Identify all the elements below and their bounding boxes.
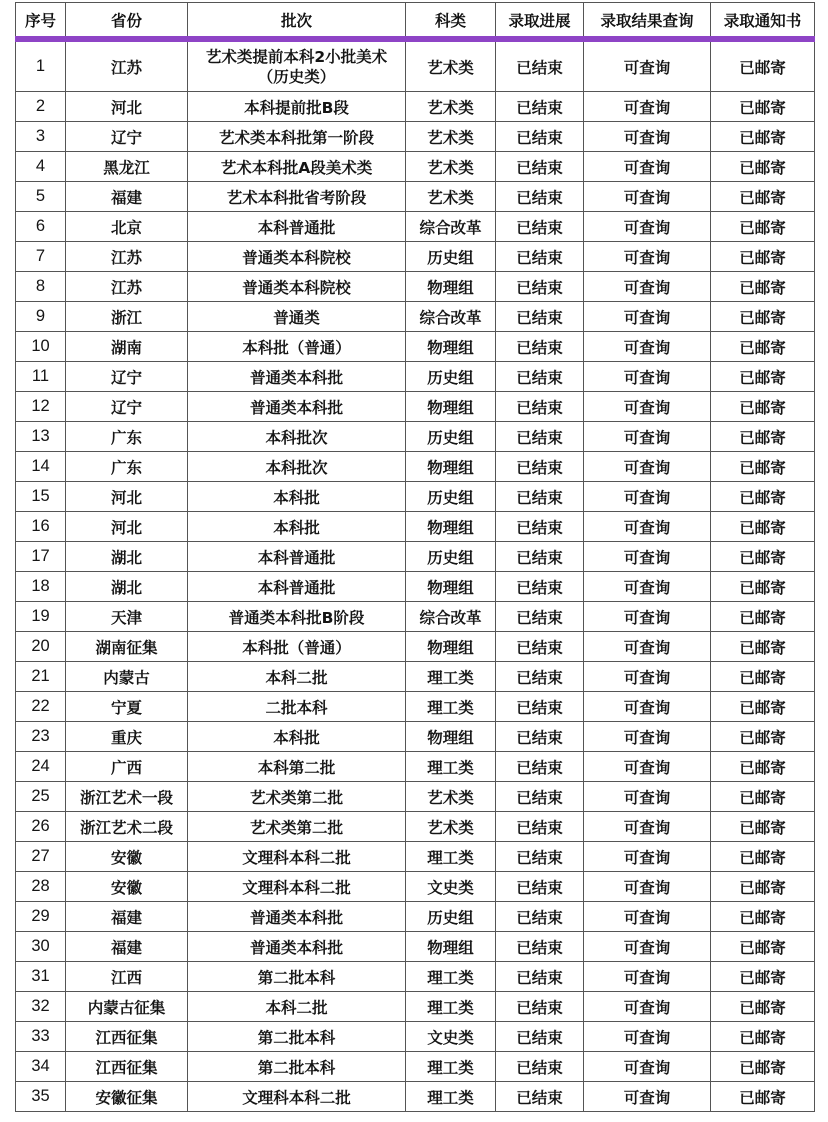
- cell-progress: 已结束: [496, 452, 584, 482]
- cell-index: 3: [16, 122, 66, 152]
- header-result-query: 录取结果查询: [584, 3, 711, 40]
- cell-notice-letter: 已邮寄: [711, 512, 815, 542]
- cell-province: 福建: [66, 902, 188, 932]
- cell-result-query: 可查询: [584, 332, 711, 362]
- cell-notice-letter: 已邮寄: [711, 122, 815, 152]
- cell-result-query: 可查询: [584, 1022, 711, 1052]
- cell-progress: 已结束: [496, 632, 584, 662]
- cell-province: 宁夏: [66, 692, 188, 722]
- cell-province: 安徽征集: [66, 1082, 188, 1112]
- table-row: [16, 272, 815, 302]
- cell-notice-letter: 已邮寄: [711, 782, 815, 812]
- cell-batch: 第二批本科: [188, 1022, 406, 1052]
- cell-province: 广西: [66, 752, 188, 782]
- cell-batch: 本科二批: [188, 992, 406, 1022]
- cell-province: 内蒙古: [66, 662, 188, 692]
- cell-category: 理工类: [406, 1052, 496, 1082]
- cell-notice-letter: 已邮寄: [711, 332, 815, 362]
- cell-index: 2: [16, 92, 66, 122]
- cell-batch: 艺术类第二批: [188, 812, 406, 842]
- cell-province: 江西征集: [66, 1052, 188, 1082]
- cell-batch: 普通类本科批: [188, 902, 406, 932]
- cell-progress: 已结束: [496, 602, 584, 632]
- cell-progress: 已结束: [496, 722, 584, 752]
- cell-category: 综合改革: [406, 602, 496, 632]
- cell-batch: 本科批（普通）: [188, 332, 406, 362]
- table-row: [16, 1022, 815, 1052]
- cell-notice-letter: 已邮寄: [711, 932, 815, 962]
- cell-result-query: 可查询: [584, 39, 711, 92]
- cell-category: 理工类: [406, 692, 496, 722]
- cell-province: 江苏: [66, 272, 188, 302]
- cell-index: 14: [16, 452, 66, 482]
- cell-progress: 已结束: [496, 512, 584, 542]
- cell-notice-letter: 已邮寄: [711, 632, 815, 662]
- cell-progress: 已结束: [496, 842, 584, 872]
- table-row: [16, 512, 815, 542]
- cell-category: 物理组: [406, 632, 496, 662]
- cell-result-query: 可查询: [584, 452, 711, 482]
- cell-result-query: 可查询: [584, 182, 711, 212]
- cell-province: 湖北: [66, 572, 188, 602]
- cell-progress: 已结束: [496, 242, 584, 272]
- cell-province: 安徽: [66, 842, 188, 872]
- cell-result-query: 可查询: [584, 482, 711, 512]
- cell-province: 浙江艺术一段: [66, 782, 188, 812]
- cell-batch: 本科普通批: [188, 542, 406, 572]
- cell-result-query: 可查询: [584, 1082, 711, 1112]
- table-row: [16, 1052, 815, 1082]
- cell-province: 江苏: [66, 242, 188, 272]
- table-row: [16, 632, 815, 662]
- cell-index: 26: [16, 812, 66, 842]
- cell-batch: 本科批次: [188, 452, 406, 482]
- cell-batch: 普通类本科批: [188, 362, 406, 392]
- table-row: [16, 122, 815, 152]
- cell-index: 32: [16, 992, 66, 1022]
- cell-progress: 已结束: [496, 812, 584, 842]
- cell-province: 广东: [66, 422, 188, 452]
- cell-category: 物理组: [406, 452, 496, 482]
- cell-notice-letter: 已邮寄: [711, 392, 815, 422]
- cell-result-query: 可查询: [584, 662, 711, 692]
- cell-result-query: 可查询: [584, 872, 711, 902]
- cell-batch: 艺术类提前本科2小批美术（历史类）: [188, 39, 406, 92]
- cell-index: 27: [16, 842, 66, 872]
- cell-index: 23: [16, 722, 66, 752]
- cell-result-query: 可查询: [584, 542, 711, 572]
- cell-result-query: 可查询: [584, 362, 711, 392]
- cell-result-query: 可查询: [584, 392, 711, 422]
- cell-result-query: 可查询: [584, 692, 711, 722]
- cell-index: 21: [16, 662, 66, 692]
- table-row: [16, 992, 815, 1022]
- cell-batch: 本科普通批: [188, 572, 406, 602]
- cell-result-query: 可查询: [584, 1052, 711, 1082]
- cell-province: 福建: [66, 182, 188, 212]
- cell-progress: 已结束: [496, 182, 584, 212]
- cell-province: 河北: [66, 482, 188, 512]
- cell-notice-letter: 已邮寄: [711, 242, 815, 272]
- cell-batch: 艺术类第二批: [188, 782, 406, 812]
- cell-category: 艺术类: [406, 152, 496, 182]
- cell-batch: 艺术本科批A段美术类: [188, 152, 406, 182]
- cell-index: 5: [16, 182, 66, 212]
- cell-notice-letter: 已邮寄: [711, 152, 815, 182]
- cell-progress: 已结束: [496, 872, 584, 902]
- table-row: [16, 302, 815, 332]
- cell-result-query: 可查询: [584, 92, 711, 122]
- cell-province: 河北: [66, 92, 188, 122]
- table-row: [16, 812, 815, 842]
- cell-category: 艺术类: [406, 92, 496, 122]
- cell-batch: 文理科本科二批: [188, 1082, 406, 1112]
- cell-category: 历史组: [406, 482, 496, 512]
- cell-notice-letter: 已邮寄: [711, 272, 815, 302]
- cell-progress: 已结束: [496, 962, 584, 992]
- cell-category: 理工类: [406, 752, 496, 782]
- cell-progress: 已结束: [496, 212, 584, 242]
- cell-index: 12: [16, 392, 66, 422]
- cell-index: 22: [16, 692, 66, 722]
- cell-notice-letter: 已邮寄: [711, 422, 815, 452]
- cell-category: 艺术类: [406, 782, 496, 812]
- cell-batch: 第二批本科: [188, 962, 406, 992]
- cell-notice-letter: 已邮寄: [711, 752, 815, 782]
- cell-notice-letter: 已邮寄: [711, 92, 815, 122]
- cell-index: 13: [16, 422, 66, 452]
- cell-progress: 已结束: [496, 902, 584, 932]
- cell-province: 江西: [66, 962, 188, 992]
- table-row: [16, 662, 815, 692]
- header-progress: 录取进展: [496, 3, 584, 40]
- cell-batch: 本科第二批: [188, 752, 406, 782]
- cell-notice-letter: 已邮寄: [711, 992, 815, 1022]
- cell-result-query: 可查询: [584, 242, 711, 272]
- cell-notice-letter: 已邮寄: [711, 1052, 815, 1082]
- cell-result-query: 可查询: [584, 572, 711, 602]
- cell-index: 8: [16, 272, 66, 302]
- cell-index: 15: [16, 482, 66, 512]
- cell-batch: 普通类本科批: [188, 392, 406, 422]
- table-row: [16, 602, 815, 632]
- cell-index: 4: [16, 152, 66, 182]
- cell-index: 20: [16, 632, 66, 662]
- cell-index: 17: [16, 542, 66, 572]
- cell-result-query: 可查询: [584, 782, 711, 812]
- cell-province: 江苏: [66, 39, 188, 92]
- cell-category: 综合改革: [406, 212, 496, 242]
- table-body: [16, 39, 815, 1112]
- cell-category: 艺术类: [406, 182, 496, 212]
- cell-notice-letter: 已邮寄: [711, 1022, 815, 1052]
- cell-index: 9: [16, 302, 66, 332]
- cell-category: 艺术类: [406, 122, 496, 152]
- cell-index: 25: [16, 782, 66, 812]
- cell-batch: 本科批: [188, 722, 406, 752]
- cell-result-query: 可查询: [584, 272, 711, 302]
- cell-category: 艺术类: [406, 39, 496, 92]
- cell-progress: 已结束: [496, 392, 584, 422]
- cell-notice-letter: 已邮寄: [711, 692, 815, 722]
- cell-notice-letter: 已邮寄: [711, 452, 815, 482]
- cell-result-query: 可查询: [584, 422, 711, 452]
- cell-category: 理工类: [406, 962, 496, 992]
- cell-notice-letter: 已邮寄: [711, 572, 815, 602]
- table-row: [16, 872, 815, 902]
- cell-result-query: 可查询: [584, 902, 711, 932]
- cell-province: 辽宁: [66, 122, 188, 152]
- cell-province: 黑龙江: [66, 152, 188, 182]
- table-row: [16, 752, 815, 782]
- cell-batch: 本科批次: [188, 422, 406, 452]
- cell-result-query: 可查询: [584, 752, 711, 782]
- cell-category: 物理组: [406, 392, 496, 422]
- cell-category: 物理组: [406, 332, 496, 362]
- cell-notice-letter: 已邮寄: [711, 362, 815, 392]
- cell-notice-letter: 已邮寄: [711, 842, 815, 872]
- cell-progress: 已结束: [496, 152, 584, 182]
- cell-category: 综合改革: [406, 302, 496, 332]
- cell-batch: 本科普通批: [188, 212, 406, 242]
- cell-province: 河北: [66, 512, 188, 542]
- cell-notice-letter: 已邮寄: [711, 482, 815, 512]
- table-row: [16, 482, 815, 512]
- cell-category: 物理组: [406, 512, 496, 542]
- cell-batch: 二批本科: [188, 692, 406, 722]
- cell-province: 浙江: [66, 302, 188, 332]
- cell-batch: 本科批: [188, 482, 406, 512]
- cell-progress: 已结束: [496, 662, 584, 692]
- cell-progress: 已结束: [496, 992, 584, 1022]
- cell-notice-letter: 已邮寄: [711, 1082, 815, 1112]
- cell-progress: 已结束: [496, 572, 584, 602]
- table-header: [16, 3, 815, 40]
- cell-category: 物理组: [406, 932, 496, 962]
- cell-batch: 本科批（普通）: [188, 632, 406, 662]
- cell-batch: 艺术类本科批第一阶段: [188, 122, 406, 152]
- header-category: 科类: [406, 3, 496, 40]
- cell-category: 历史组: [406, 362, 496, 392]
- table-row: [16, 722, 815, 752]
- cell-batch: 艺术本科批省考阶段: [188, 182, 406, 212]
- cell-progress: 已结束: [496, 39, 584, 92]
- cell-notice-letter: 已邮寄: [711, 212, 815, 242]
- table-row: [16, 212, 815, 242]
- table-row: [16, 902, 815, 932]
- cell-notice-letter: 已邮寄: [711, 962, 815, 992]
- cell-progress: 已结束: [496, 542, 584, 572]
- cell-index: 34: [16, 1052, 66, 1082]
- table-row: [16, 182, 815, 212]
- cell-index: 33: [16, 1022, 66, 1052]
- cell-result-query: 可查询: [584, 722, 711, 752]
- cell-batch: 文理科本科二批: [188, 872, 406, 902]
- cell-progress: 已结束: [496, 362, 584, 392]
- table-row: [16, 362, 815, 392]
- cell-notice-letter: 已邮寄: [711, 722, 815, 752]
- cell-progress: 已结束: [496, 1082, 584, 1112]
- cell-index: 24: [16, 752, 66, 782]
- cell-index: 6: [16, 212, 66, 242]
- header-row: [16, 3, 815, 40]
- header-province: 省份: [66, 3, 188, 40]
- cell-category: 文史类: [406, 872, 496, 902]
- cell-category: 物理组: [406, 272, 496, 302]
- cell-province: 广东: [66, 452, 188, 482]
- cell-batch: 文理科本科二批: [188, 842, 406, 872]
- header-notice-letter: 录取通知书: [711, 3, 815, 40]
- cell-result-query: 可查询: [584, 812, 711, 842]
- table-row: [16, 332, 815, 362]
- cell-progress: 已结束: [496, 332, 584, 362]
- table-row: [16, 962, 815, 992]
- cell-progress: 已结束: [496, 272, 584, 302]
- cell-province: 安徽: [66, 872, 188, 902]
- table-row: [16, 422, 815, 452]
- cell-batch: 普通类本科院校: [188, 242, 406, 272]
- cell-category: 理工类: [406, 1082, 496, 1112]
- cell-index: 29: [16, 902, 66, 932]
- admission-table: [15, 2, 815, 1112]
- cell-notice-letter: 已邮寄: [711, 902, 815, 932]
- cell-progress: 已结束: [496, 482, 584, 512]
- cell-province: 内蒙古征集: [66, 992, 188, 1022]
- cell-result-query: 可查询: [584, 512, 711, 542]
- header-batch: 批次: [188, 3, 406, 40]
- cell-index: 7: [16, 242, 66, 272]
- cell-result-query: 可查询: [584, 302, 711, 332]
- cell-progress: 已结束: [496, 752, 584, 782]
- cell-index: 19: [16, 602, 66, 632]
- cell-notice-letter: 已邮寄: [711, 39, 815, 92]
- cell-province: 辽宁: [66, 392, 188, 422]
- table-row: [16, 452, 815, 482]
- cell-notice-letter: 已邮寄: [711, 662, 815, 692]
- cell-batch: 普通类: [188, 302, 406, 332]
- cell-province: 湖北: [66, 542, 188, 572]
- cell-progress: 已结束: [496, 1022, 584, 1052]
- cell-batch: 本科提前批B段: [188, 92, 406, 122]
- table-row: [16, 932, 815, 962]
- cell-progress: 已结束: [496, 422, 584, 452]
- cell-province: 浙江艺术二段: [66, 812, 188, 842]
- table-row: [16, 39, 815, 92]
- cell-notice-letter: 已邮寄: [711, 302, 815, 332]
- table-row: [16, 242, 815, 272]
- cell-result-query: 可查询: [584, 632, 711, 662]
- cell-category: 物理组: [406, 572, 496, 602]
- cell-result-query: 可查询: [584, 842, 711, 872]
- cell-result-query: 可查询: [584, 932, 711, 962]
- cell-index: 16: [16, 512, 66, 542]
- table-row: [16, 92, 815, 122]
- cell-progress: 已结束: [496, 122, 584, 152]
- cell-category: 理工类: [406, 662, 496, 692]
- cell-progress: 已结束: [496, 1052, 584, 1082]
- cell-category: 历史组: [406, 542, 496, 572]
- cell-progress: 已结束: [496, 782, 584, 812]
- cell-index: 10: [16, 332, 66, 362]
- table-row: [16, 842, 815, 872]
- cell-notice-letter: 已邮寄: [711, 602, 815, 632]
- cell-category: 历史组: [406, 242, 496, 272]
- cell-progress: 已结束: [496, 92, 584, 122]
- cell-category: 文史类: [406, 1022, 496, 1052]
- cell-notice-letter: 已邮寄: [711, 812, 815, 842]
- header-index: 序号: [16, 3, 66, 40]
- cell-result-query: 可查询: [584, 992, 711, 1022]
- table-row: [16, 1082, 815, 1112]
- cell-category: 艺术类: [406, 812, 496, 842]
- cell-province: 湖南: [66, 332, 188, 362]
- cell-category: 理工类: [406, 842, 496, 872]
- cell-notice-letter: 已邮寄: [711, 542, 815, 572]
- cell-batch: 本科二批: [188, 662, 406, 692]
- cell-province: 天津: [66, 602, 188, 632]
- cell-index: 1: [16, 39, 66, 92]
- cell-index: 18: [16, 572, 66, 602]
- cell-batch: 普通类本科批B阶段: [188, 602, 406, 632]
- cell-notice-letter: 已邮寄: [711, 182, 815, 212]
- cell-batch: 普通类本科院校: [188, 272, 406, 302]
- cell-province: 辽宁: [66, 362, 188, 392]
- cell-batch: 本科批: [188, 512, 406, 542]
- cell-progress: 已结束: [496, 302, 584, 332]
- cell-progress: 已结束: [496, 692, 584, 722]
- table-row: [16, 392, 815, 422]
- cell-result-query: 可查询: [584, 962, 711, 992]
- cell-index: 35: [16, 1082, 66, 1112]
- table-row: [16, 152, 815, 182]
- table-row: [16, 572, 815, 602]
- cell-category: 历史组: [406, 422, 496, 452]
- cell-result-query: 可查询: [584, 602, 711, 632]
- cell-batch: 第二批本科: [188, 1052, 406, 1082]
- cell-province: 重庆: [66, 722, 188, 752]
- cell-province: 江西征集: [66, 1022, 188, 1052]
- cell-index: 30: [16, 932, 66, 962]
- cell-progress: 已结束: [496, 932, 584, 962]
- cell-batch: 普通类本科批: [188, 932, 406, 962]
- cell-index: 31: [16, 962, 66, 992]
- cell-notice-letter: 已邮寄: [711, 872, 815, 902]
- cell-province: 北京: [66, 212, 188, 242]
- table-row: [16, 542, 815, 572]
- cell-province: 湖南征集: [66, 632, 188, 662]
- table-row: [16, 692, 815, 722]
- cell-category: 历史组: [406, 902, 496, 932]
- cell-result-query: 可查询: [584, 122, 711, 152]
- cell-category: 理工类: [406, 992, 496, 1022]
- cell-index: 28: [16, 872, 66, 902]
- cell-province: 福建: [66, 932, 188, 962]
- table-row: [16, 782, 815, 812]
- cell-result-query: 可查询: [584, 152, 711, 182]
- cell-index: 11: [16, 362, 66, 392]
- cell-result-query: 可查询: [584, 212, 711, 242]
- cell-category: 物理组: [406, 722, 496, 752]
